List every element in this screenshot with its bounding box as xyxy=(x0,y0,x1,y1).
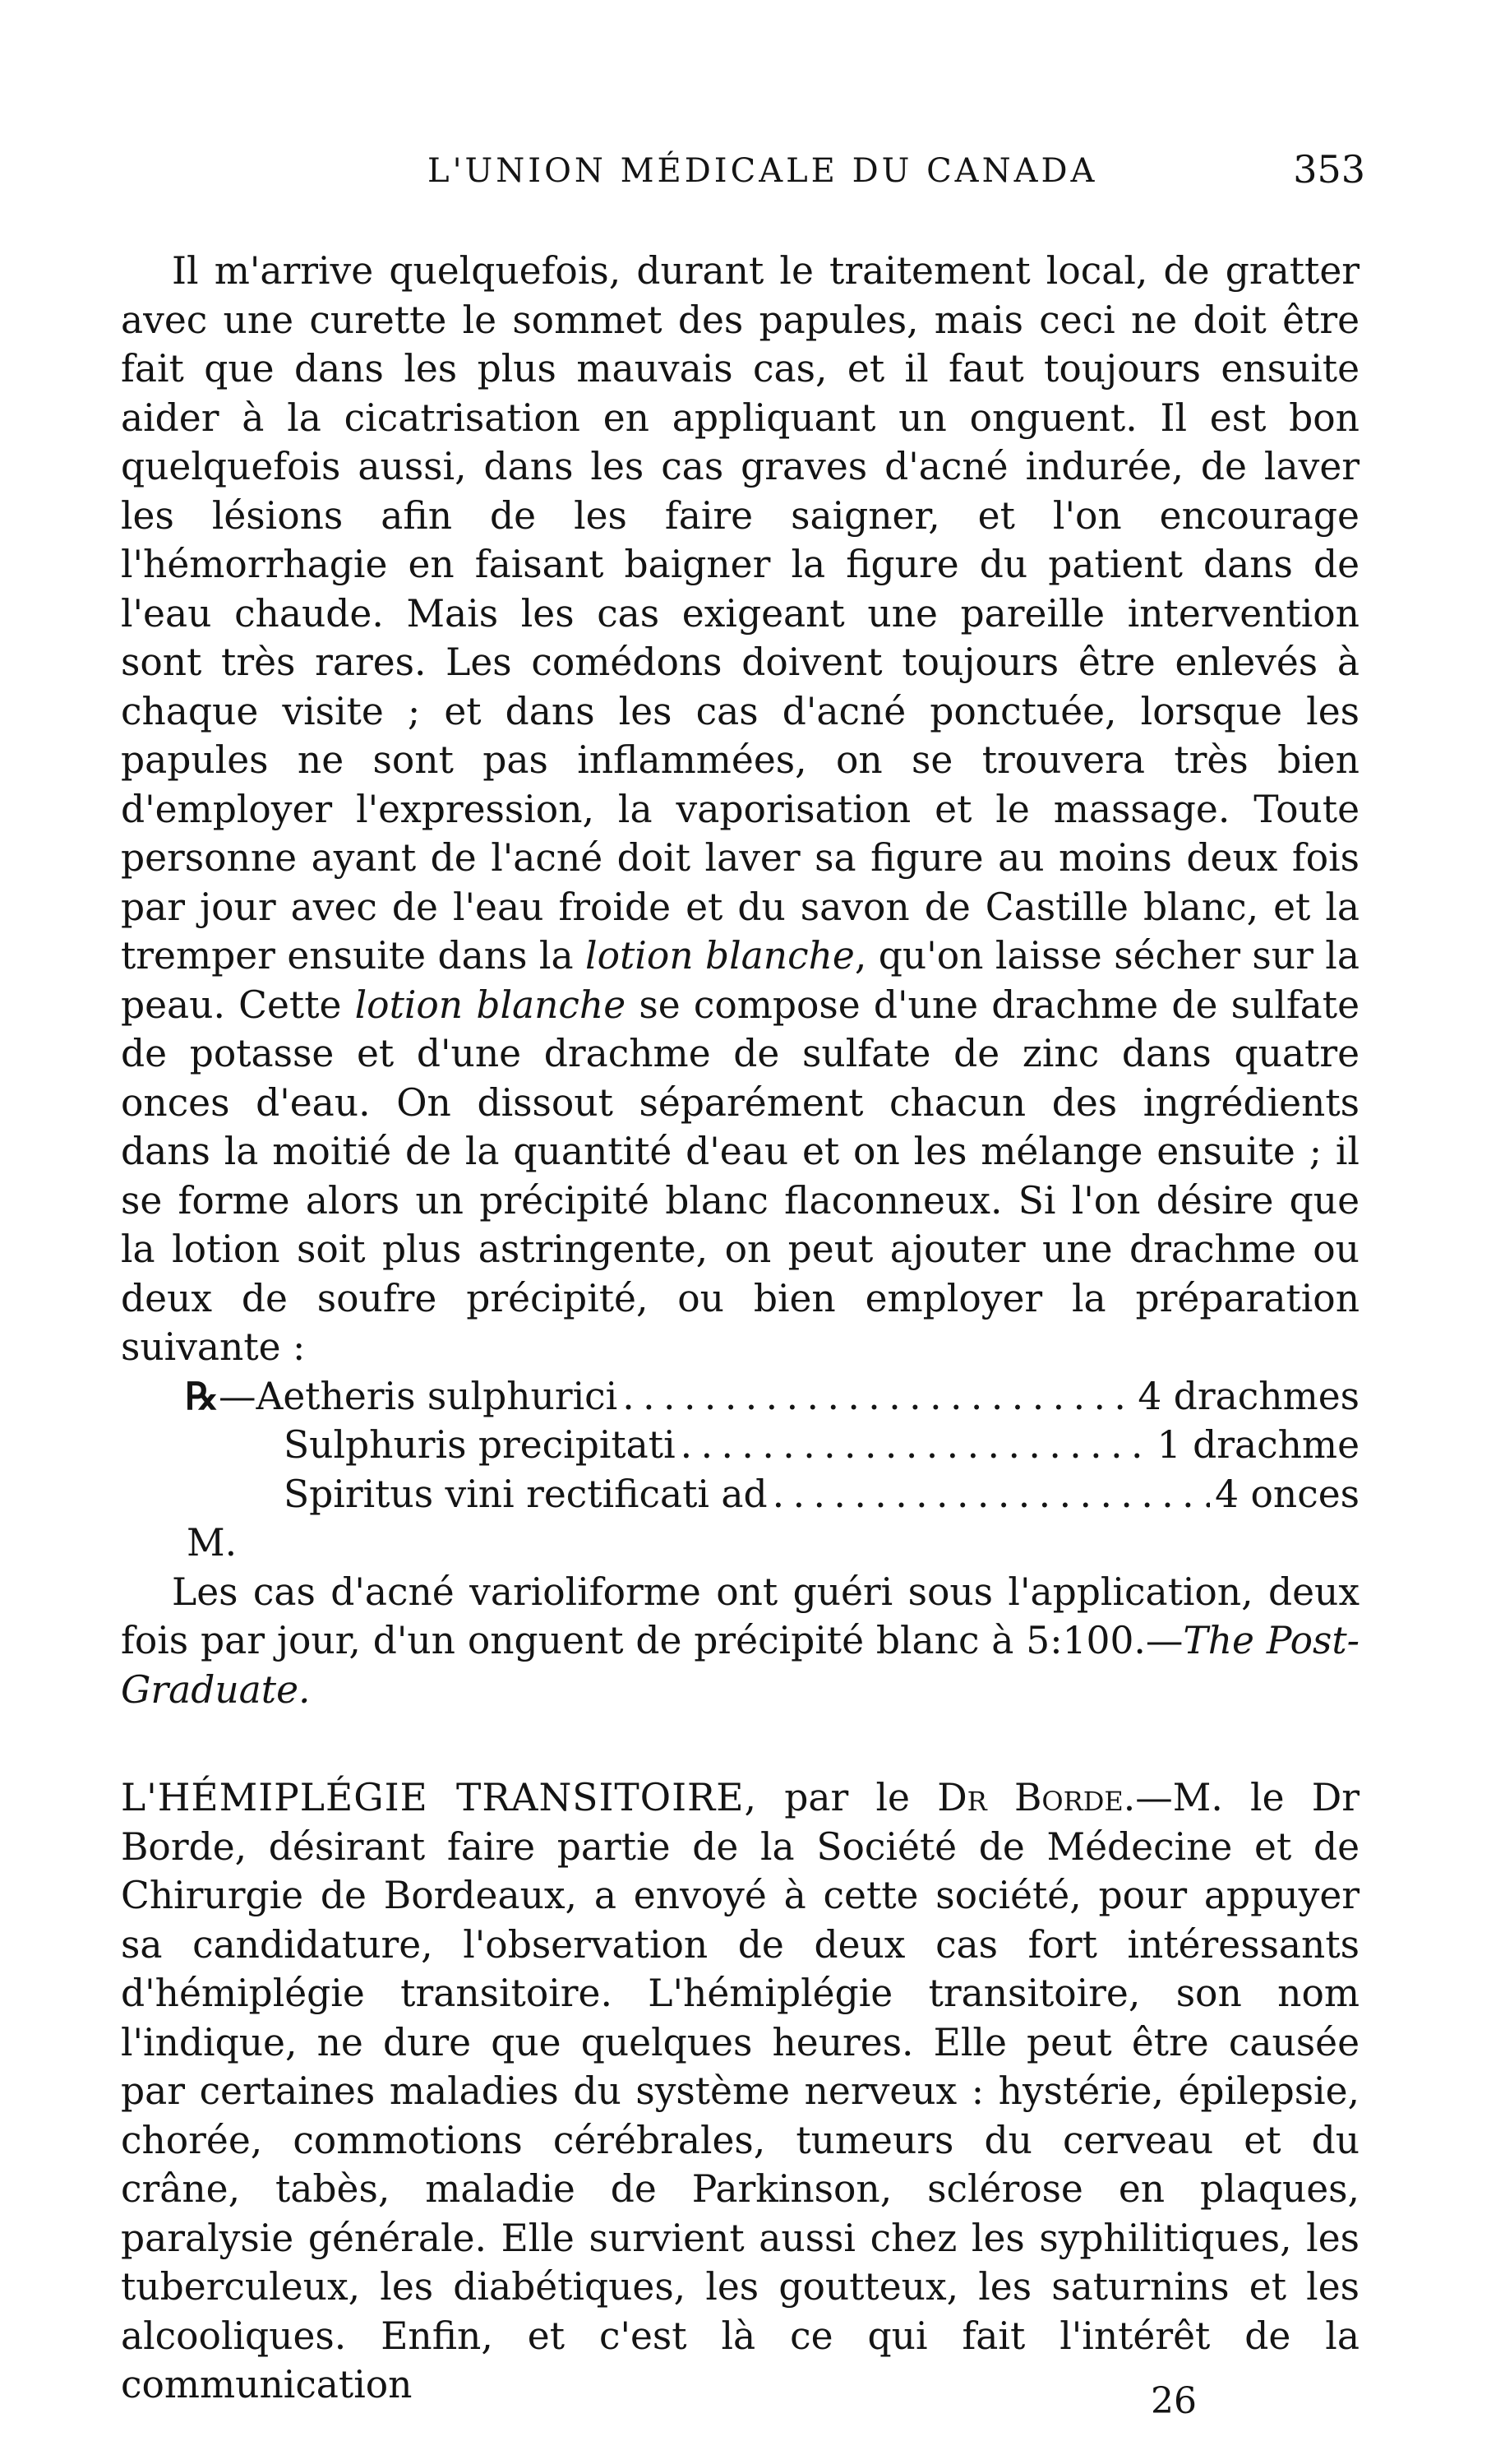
dot-leader xyxy=(681,1421,1152,1470)
misce-line: M. xyxy=(187,1521,238,1565)
ingredient-name: —Aetheris sulphurici xyxy=(218,1374,618,1418)
signature-mark: 26 xyxy=(1151,2380,1197,2422)
ingredient-name: Spiritus vini rectificati ad xyxy=(284,1472,768,1516)
dot-leader xyxy=(773,1470,1210,1519)
section-text: .—M. le Dr Borde, désirant faire partie de la Société de Médecine et de Chirurgie de Bordeaux, a envoyé à cette société, pour appuyer sa candidature, l'observation de deux cas fort intéressants d'hémiplégie transitoire. L'hémiplégie transitoire, son nom l'indique, ne dure que quelques heures. Elle peut être causée par certaines maladies du système nerveux : hystérie, épilepsie, chorée, commotions cérébrales, tumeurs du cerveau et du crâne, tabès, maladie de Parkinson, sclérose en plaques, paralysie générale. Elle survient aussi chez les syphilitiques, les tuberculeux, les diabétiques, les goutteux, les saturnins et les alcooliques. Enfin, et c'est là ce qui fait l'intérêt de la communication xyxy=(121,1776,1360,2406)
prescription-formula xyxy=(121,1372,1360,1568)
section-hemiplegie xyxy=(121,1773,1360,2410)
prescription-line xyxy=(121,1372,1360,1422)
ingredient-quantity: 1 drachme xyxy=(1156,1423,1360,1467)
paragraph-text: Il m'arrive quelquefois, durant le traitement local, de gratter avec une curette le sommet des papules, mais ceci ne doit être fait que dans les plus mauvais cas, et il faut toujours ensuite aider à la cicatrisation en appliquant un onguent. Il est bon quelquefois aussi, dans les cas graves d'acné indurée, de laver les lésions afin de les faire saigner, et l'on encourage l'hémorrhagie en faisant baigner la figure du patient dans de l'eau chaude. Mais les cas exigeant une pareille intervention sont très rares. Les comédons doivent toujours être enlevés à chaque visite ; et dans les cas d'acné ponctuée, lorsque les papules ne sont pas inflammées, on se trouvera très bien d'employer l'expression, la vaporisation et le massage. Toute personne ayant de l'acné doit laver sa figure au moins deux fois par jour avec de l'eau froide et du savon de Castille blanc, et la tremper ensuite dans la xyxy=(121,249,1360,978)
byline-prefix: par le xyxy=(756,1776,938,1819)
paragraph-varioliform xyxy=(121,1568,1360,1715)
paragraph-acne-treatment xyxy=(121,247,1360,1372)
italic-lotion-blanche: lotion blanche xyxy=(354,982,626,1027)
body-text xyxy=(121,247,1360,2410)
section-spacer xyxy=(121,1714,1360,1773)
paragraph-text: Les cas d'acné varioliforme ont guéri sous l'application, deux fois par jour, d'un onguent de précipité blanc à 5:100.— xyxy=(121,1569,1360,1662)
ingredient-name: Sulphuris precipitati xyxy=(284,1423,676,1467)
page-number: 353 xyxy=(1293,147,1365,192)
rx-symbol: ℞ xyxy=(185,1373,219,1418)
ingredient-quantity: 4 drachmes xyxy=(1138,1374,1360,1418)
prescription-line xyxy=(121,1470,1360,1519)
source-citation: The Post-Graduate. xyxy=(121,1619,1360,1712)
byline-author: Dr Borde xyxy=(937,1776,1124,1819)
page-header xyxy=(0,144,1505,201)
ingredient-quantity: 4 onces xyxy=(1215,1472,1360,1516)
paragraph-text: , qu'on laisse sécher sur la peau. Cette xyxy=(121,934,1360,1027)
italic-lotion-blanche: lotion blanche xyxy=(585,934,855,978)
dot-leader xyxy=(622,1372,1133,1422)
running-title: L'UNION MÉDICALE DU CANADA xyxy=(427,152,1098,190)
section-title: L'HÉMIPLÉGIE TRANSITOIRE, xyxy=(121,1776,757,1819)
prescription-line xyxy=(121,1421,1360,1470)
paragraph-text: se compose d'une drachme de sulfate de potasse et d'une drachme de sulfate de zinc dans quatre onces d'eau. On dissout séparément chacun des ingrédients dans la moitié de la quantité d'eau et on les mélange ensuite ; il se forme alors un précipité blanc flaconneux. Si l'on désire que la lotion soit plus astringente, on peut ajouter une drachme ou deux de soufre précipité, ou bien employer la préparation suivante : xyxy=(121,982,1360,1369)
